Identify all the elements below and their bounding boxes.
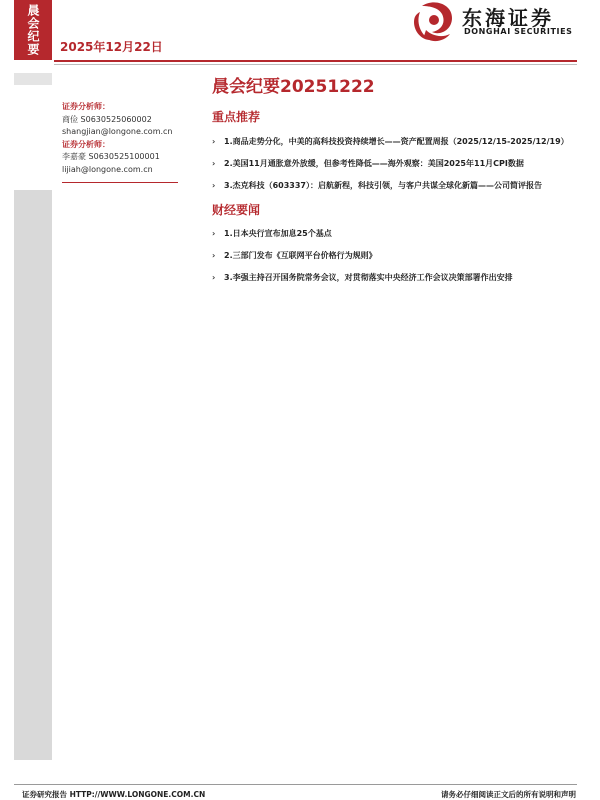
analyst-role: 证券分析师： bbox=[62, 102, 110, 111]
chevron-right-icon: › bbox=[212, 159, 216, 168]
list-item[interactable] bbox=[212, 272, 582, 283]
chevron-right-icon: › bbox=[212, 229, 216, 238]
list-item-text: 1.日本央行宣布加息25个基点 bbox=[224, 229, 332, 238]
analyst-role: 证券分析师： bbox=[62, 139, 110, 149]
sidebar-header-bar bbox=[14, 73, 52, 85]
section-title-finance-news: 财经要闻 bbox=[212, 203, 261, 217]
logo-text-en: DONGHAI SECURITIES bbox=[464, 27, 573, 36]
footer-left-text: 证券研究报告 HTTP://WWW.LONGONE.COM.CN bbox=[22, 790, 206, 799]
list-item-text: 3.李强主持召开国务院常务会议，对贯彻落实中央经济工作会议决策部署作出安排 bbox=[224, 273, 513, 282]
header-rule-secondary bbox=[54, 64, 577, 65]
sidebar-bar bbox=[14, 190, 52, 760]
footer-disclaimer: 请务必仔细阅读正文后的所有说明和声明 bbox=[441, 790, 576, 799]
chevron-right-icon: › bbox=[212, 251, 216, 260]
list-item-text: 2.美国11月通胀意外放缓，但参考性降低——海外观察：美国2025年11月CPI数据 bbox=[224, 159, 524, 168]
section-title-key-picks: 重点推荐 bbox=[212, 110, 261, 124]
chevron-right-icon: › bbox=[212, 273, 216, 282]
sidebar-divider bbox=[62, 182, 178, 183]
footer-rule bbox=[14, 784, 577, 785]
list-item[interactable] bbox=[212, 250, 582, 261]
analyst-entry bbox=[62, 139, 180, 177]
donghai-securities-logo-icon bbox=[412, 0, 458, 44]
list-item[interactable] bbox=[212, 180, 582, 191]
analyst-name-id: 商俭 S0630525060002 bbox=[62, 114, 152, 124]
report-type-label: 晨会纪要 bbox=[26, 4, 40, 56]
page-title: 晨会纪要20251222 bbox=[212, 77, 375, 97]
header-rule bbox=[54, 60, 577, 62]
list-item[interactable] bbox=[212, 158, 582, 169]
analyst-email[interactable]: shangjian@longone.com.cn bbox=[62, 127, 173, 137]
analyst-info bbox=[62, 101, 180, 177]
list-item-text: 3.杰克科技（603337）：启航新程，科技引领，与客户共谋全球化新篇——公司简评报告 bbox=[224, 181, 543, 190]
report-date: 2025年12月22日 bbox=[60, 40, 163, 54]
logo-text-cn: 东海证券 bbox=[462, 6, 554, 30]
analyst-entry bbox=[62, 101, 180, 139]
list-item-text: 1.商品走势分化，中美的高科技投资持续增长——资产配置周报（2025/12/15-2025/12/19） bbox=[224, 137, 569, 146]
analyst-name-id: 李嘉豪 S0630525100001 bbox=[62, 152, 160, 162]
list-item[interactable] bbox=[212, 136, 582, 147]
list-item-text: 2.三部门发布《互联网平台价格行为规则》 bbox=[224, 251, 377, 260]
chevron-right-icon: › bbox=[212, 181, 216, 190]
list-item[interactable] bbox=[212, 228, 582, 239]
chevron-right-icon: › bbox=[212, 137, 216, 146]
analyst-email[interactable]: lijiah@longone.com.cn bbox=[62, 164, 153, 174]
